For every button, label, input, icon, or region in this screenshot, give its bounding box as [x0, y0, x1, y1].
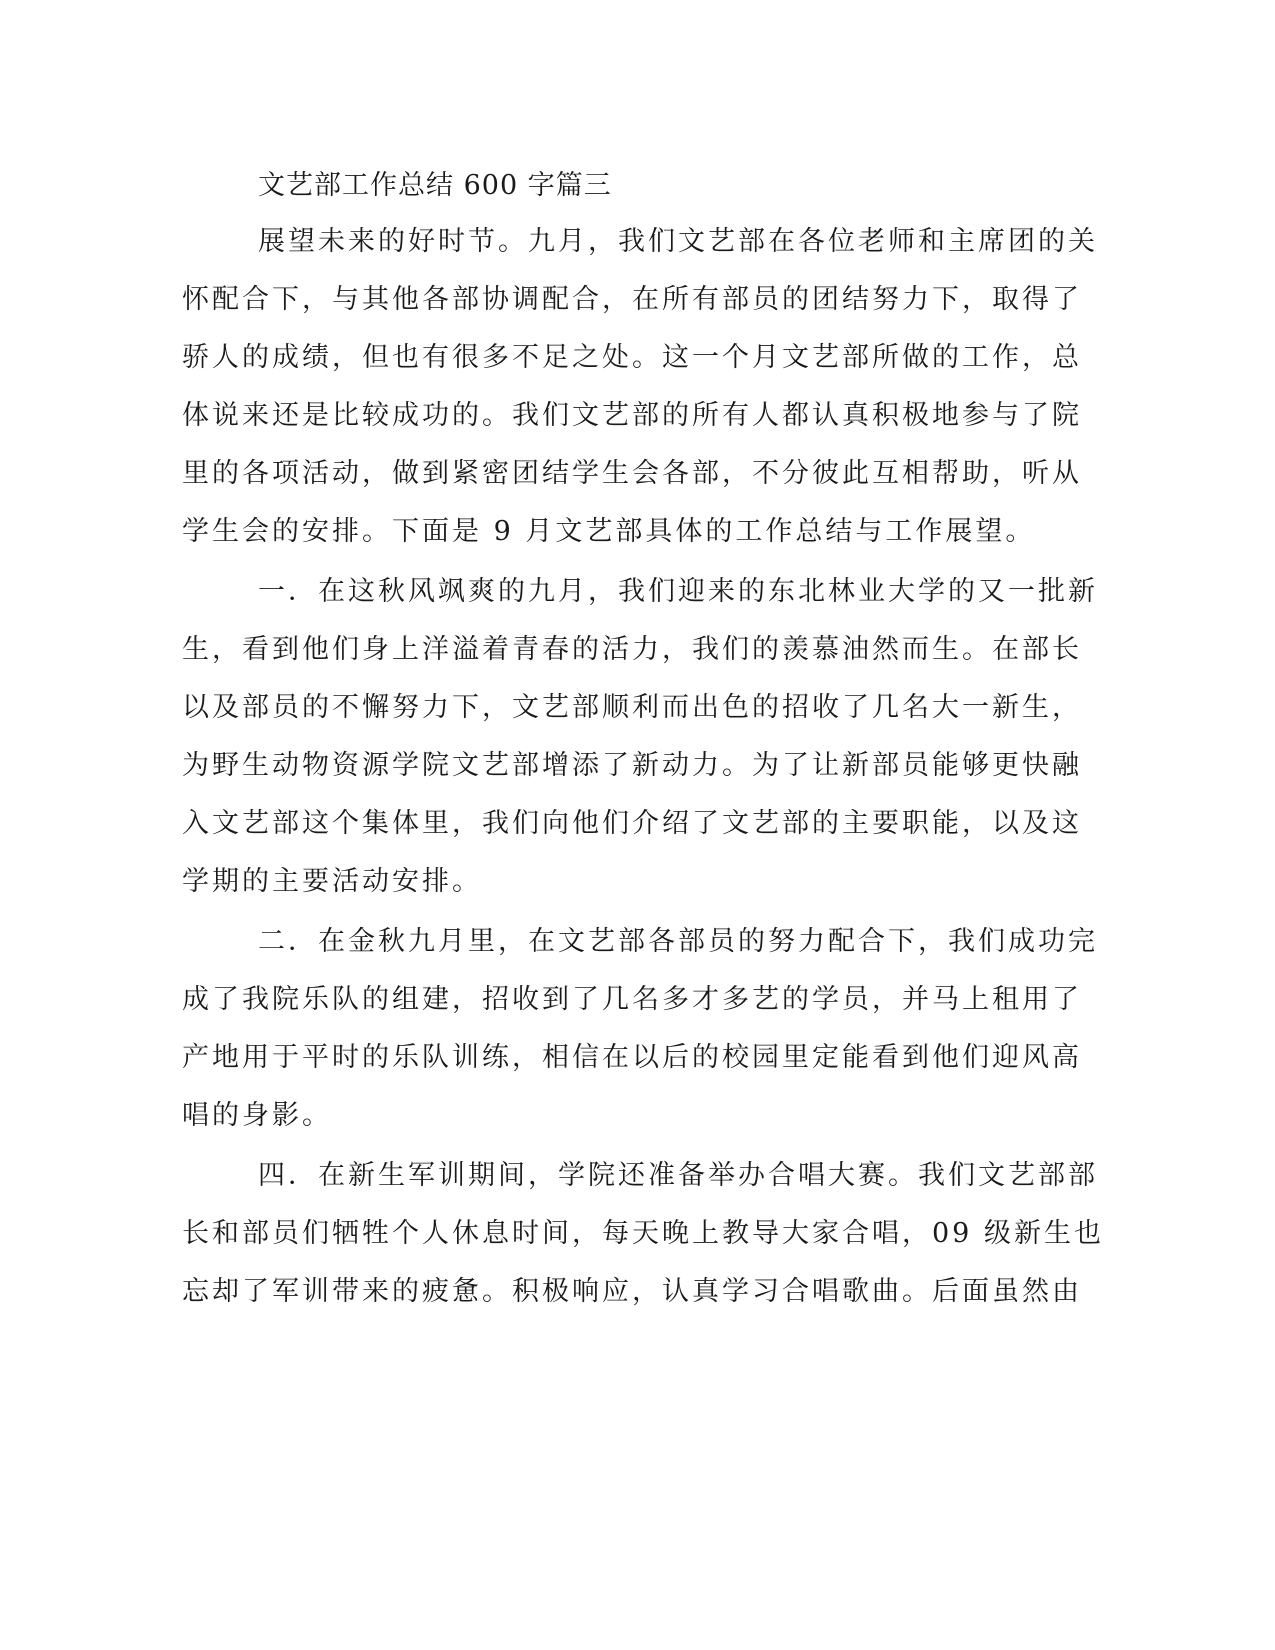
text-line: 产地用于平时的乐队训练，相信在以后的校园里定能看到他们迎风高: [182, 1042, 1082, 1073]
text-line: 生，看到他们身上洋溢着青春的活力，我们的羡慕油然而生。在部长: [182, 634, 1082, 665]
text-line: 成了我院乐队的组建，招收到了几名多才多艺的学员，并马上租用了: [182, 984, 1082, 1015]
text-line: 为野生动物资源学院文艺部增添了新动力。为了让新部员能够更快融: [182, 750, 1082, 781]
text-line: 里的各项活动，做到紧密团结学生会各部，不分彼此互相帮助，听从: [182, 458, 1082, 489]
text-line: 入文艺部这个集体里，我们向他们介绍了文艺部的主要职能，以及这: [182, 808, 1082, 839]
text-line: 以及部员的不懈努力下，文艺部顺利而出色的招收了几名大一新生，: [182, 692, 1082, 723]
text-line: 体说来还是比较成功的。我们文艺部的所有人都认真积极地参与了院: [182, 400, 1082, 431]
text-line: 一．在这秋风飒爽的九月，我们迎来的东北林业大学的又一批新: [258, 576, 1098, 607]
text-line: 二．在金秋九月里，在文艺部各部员的努力配合下，我们成功完: [258, 926, 1098, 957]
text-line: 忘却了军训带来的疲惫。积极响应，认真学习合唱歌曲。后面虽然由: [182, 1276, 1082, 1307]
text-line: 长和部员们牺牲个人休息时间，每天晚上教导大家合唱，09 级新生也: [182, 1218, 1104, 1249]
text-line: 学生会的安排。下面是 9 月文艺部具体的工作总结与工作展望。: [182, 516, 1036, 547]
text-line: 学期的主要活动安排。: [182, 866, 482, 897]
text-line: 怀配合下，与其他各部协调配合，在所有部员的团结努力下，取得了: [182, 284, 1082, 315]
text-line: 四．在新生军训期间，学院还准备举办合唱大赛。我们文艺部部: [258, 1160, 1098, 1191]
text-line: 骄人的成绩，但也有很多不足之处。这一个月文艺部所做的工作，总: [182, 342, 1082, 373]
text-line: 展望未来的好时节。九月，我们文艺部在各位老师和主席团的关: [258, 226, 1098, 257]
text-line: 唱的身影。: [182, 1100, 332, 1131]
document-title: 文艺部工作总结 600 字篇三: [258, 170, 612, 201]
